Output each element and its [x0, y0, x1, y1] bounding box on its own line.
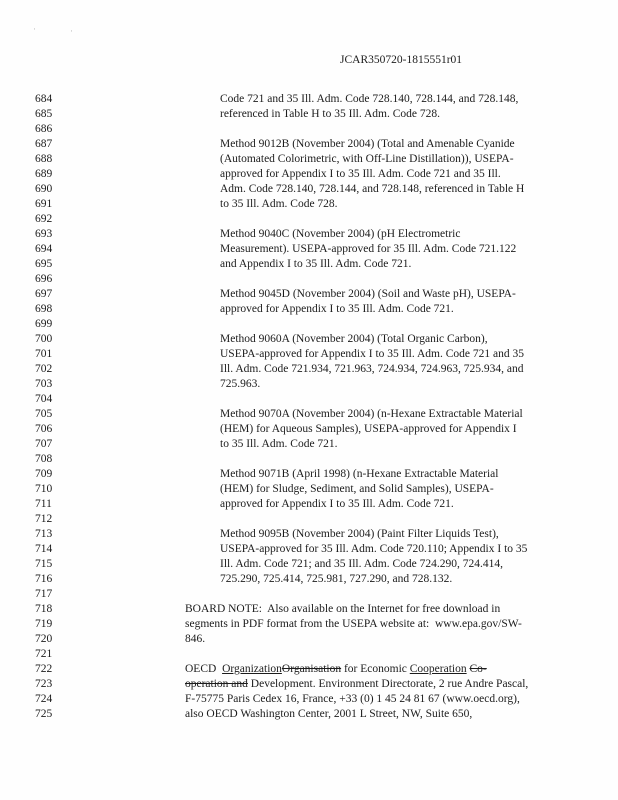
line-number: 715 — [35, 558, 53, 570]
line-row — [0, 497, 618, 512]
text-segment: Co- — [469, 663, 487, 675]
line-text — [220, 347, 524, 362]
text-segment: Cooperation — [409, 663, 467, 675]
text-segment: USEPA-approved for Appendix I to 35 Ill. Adm. Code 721 and 35 — [220, 348, 524, 360]
line-text — [220, 557, 503, 572]
line-text — [220, 257, 411, 272]
line-row — [0, 317, 618, 332]
line-row — [0, 677, 618, 692]
line-row — [0, 197, 618, 212]
line-row — [0, 287, 618, 302]
line-row — [0, 512, 618, 527]
line-text — [220, 302, 454, 317]
text-segment: referenced in Table H to 35 Ill. Adm. Code 728. — [220, 108, 440, 120]
line-number: 713 — [35, 528, 53, 540]
line-row — [0, 257, 618, 272]
line-row — [0, 137, 618, 152]
line-number: 699 — [35, 318, 53, 330]
line-number: 725 — [35, 708, 53, 720]
line-row — [0, 632, 618, 647]
line-row — [0, 332, 618, 347]
line-row — [0, 347, 618, 362]
text-segment: Method 9045D (November 2004) (Soil and Waste pH), USEPA- — [220, 288, 516, 300]
text-segment: 725.290, 725.414, 725.981, 727.290, and 728.132. — [220, 573, 453, 585]
text-segment: segments in PDF format from the USEPA website at: www.epa.gov/SW- — [185, 618, 522, 630]
line-number: 707 — [35, 438, 53, 450]
line-number: 689 — [35, 168, 53, 180]
text-segment: BOARD NOTE: Also available on the Internet for free download in — [185, 603, 501, 615]
line-number: 717 — [35, 588, 53, 600]
line-number: 711 — [35, 498, 52, 510]
line-number: 691 — [35, 198, 53, 210]
line-number: 710 — [35, 483, 53, 495]
line-text — [220, 287, 516, 302]
line-row — [0, 662, 618, 677]
line-text — [220, 152, 514, 167]
document-id-header: JCAR350720-1815551r01 — [340, 54, 463, 66]
line-text — [220, 332, 488, 347]
text-segment: Ill. Adm. Code 721; and 35 Ill. Adm. Code 724.290, 724.414, — [220, 558, 504, 570]
line-row — [0, 302, 618, 317]
text-segment: Method 9071B (April 1998) (n-Hexane Extractable Material — [220, 468, 499, 480]
line-text — [220, 467, 498, 482]
line-row — [0, 407, 618, 422]
text-segment: Organization — [222, 663, 282, 675]
text-segment: Method 9060A (November 2004) (Total Organic Carbon), — [220, 333, 488, 345]
line-number: 724 — [35, 693, 53, 705]
line-row — [0, 437, 618, 452]
line-row — [0, 272, 618, 287]
line-number: 694 — [35, 243, 53, 255]
line-number: 705 — [35, 408, 53, 420]
line-text — [220, 197, 338, 212]
line-text — [220, 497, 454, 512]
text-segment: Measurement). USEPA-approved for 35 Ill. Adm. Code 721.122 — [220, 243, 517, 255]
text-segment: and Appendix I to 35 Ill. Adm. Code 721. — [220, 258, 412, 270]
line-number: 688 — [35, 153, 53, 165]
line-row — [0, 557, 618, 572]
line-text — [220, 377, 260, 392]
line-row — [0, 692, 618, 707]
line-text — [185, 662, 487, 677]
line-number: 690 — [35, 183, 53, 195]
line-number: 684 — [35, 93, 53, 105]
text-segment: for Economic — [341, 663, 410, 675]
line-number: 712 — [35, 513, 53, 525]
text-segment: (Automated Colorimetric, with Off-Line Distillation)), USEPA- — [220, 153, 514, 165]
line-text — [220, 482, 494, 497]
text-segment: approved for Appendix I to 35 Ill. Adm. Code 721. — [220, 303, 454, 315]
line-text — [185, 617, 522, 632]
line-text — [220, 227, 460, 242]
line-number: 704 — [35, 393, 53, 405]
line-row — [0, 482, 618, 497]
text-segment: OECD — [185, 663, 223, 675]
line-number: 692 — [35, 213, 53, 225]
line-text — [185, 692, 520, 707]
text-segment: 725.963. — [220, 378, 261, 390]
line-text — [220, 527, 499, 542]
scan-artifact: · — [33, 24, 37, 34]
line-number: 719 — [35, 618, 53, 630]
line-number: 685 — [35, 108, 53, 120]
text-segment: Organisation — [281, 663, 342, 675]
scan-artifact: · — [70, 26, 74, 36]
line-number: 696 — [35, 273, 53, 285]
line-row — [0, 452, 618, 467]
line-number: 693 — [35, 228, 53, 240]
text-segment: also OECD Washington Center, 2001 L Street, NW, Suite 650, — [185, 708, 473, 720]
line-number: 722 — [35, 663, 53, 675]
text-segment: Method 9012B (November 2004) (Total and Amenable Cyanide — [220, 138, 515, 150]
line-text — [185, 632, 205, 647]
line-text — [185, 677, 528, 692]
line-row — [0, 617, 618, 632]
text-segment: Method 9040C (November 2004) (pH Electrometric — [220, 228, 461, 240]
line-text — [220, 137, 515, 152]
line-row — [0, 122, 618, 137]
line-row — [0, 107, 618, 122]
line-text — [220, 572, 452, 587]
line-row — [0, 527, 618, 542]
line-row — [0, 542, 618, 557]
text-segment: Method 9095B (November 2004) (Paint Filter Liquids Test), — [220, 528, 499, 540]
line-row — [0, 92, 618, 107]
text-segment: Adm. Code 728.140, 728.144, and 728.148, referenced in Table H — [220, 183, 525, 195]
line-number: 700 — [35, 333, 53, 345]
line-text — [185, 707, 472, 722]
line-text — [220, 242, 516, 257]
line-row — [0, 647, 618, 662]
document-lines — [0, 92, 618, 722]
line-row — [0, 167, 618, 182]
line-text — [220, 167, 501, 182]
line-number: 698 — [35, 303, 53, 315]
line-row — [0, 392, 618, 407]
line-number: 709 — [35, 468, 53, 480]
text-segment: 846. — [185, 633, 206, 645]
text-segment: to 35 Ill. Adm. Code 721. — [220, 438, 338, 450]
line-row — [0, 152, 618, 167]
line-row — [0, 242, 618, 257]
line-number: 702 — [35, 363, 53, 375]
line-number: 687 — [35, 138, 53, 150]
line-number: 703 — [35, 378, 53, 390]
text-segment: F-75775 Paris Cedex 16, France, +33 (0) 1 45 24 81 67 (www.oecd.org), — [185, 693, 520, 705]
line-row — [0, 707, 618, 722]
text-segment: Method 9070A (November 2004) (n-Hexane Extractable Material — [220, 408, 523, 420]
text-segment: approved for Appendix I to 35 Ill. Adm. Code 721. — [220, 498, 454, 510]
line-text — [220, 407, 523, 422]
line-number: 718 — [35, 603, 53, 615]
text-segment: (HEM) for Aqueous Samples), USEPA-approved for Appendix I — [220, 423, 517, 435]
line-number: 701 — [35, 348, 53, 360]
line-text — [220, 107, 440, 122]
line-row — [0, 212, 618, 227]
line-number: 708 — [35, 453, 53, 465]
line-text — [185, 602, 500, 617]
line-text — [220, 182, 524, 197]
line-row — [0, 362, 618, 377]
text-segment: approved for Appendix I to 35 Ill. Adm. Code 721 and 35 Ill. — [220, 168, 501, 180]
line-number: 706 — [35, 423, 53, 435]
line-number: 723 — [35, 678, 53, 690]
line-row — [0, 182, 618, 197]
line-row — [0, 587, 618, 602]
line-text — [220, 542, 527, 557]
line-text — [220, 437, 338, 452]
line-row — [0, 602, 618, 617]
text-segment: Development. Environment Directorate, 2 rue Andre Pascal, — [247, 678, 529, 690]
line-number: 686 — [35, 123, 53, 135]
line-row — [0, 377, 618, 392]
text-segment: Ill. Adm. Code 721.934, 721.963, 724.934, 724.963, 725.934, and — [220, 363, 524, 375]
line-number: 721 — [35, 648, 53, 660]
text-segment: USEPA-approved for 35 Ill. Adm. Code 720.110; Appendix I to 35 — [220, 543, 528, 555]
line-row — [0, 422, 618, 437]
line-text — [220, 92, 518, 107]
text-segment: Code 721 and 35 Ill. Adm. Code 728.140, 728.144, and 728.148, — [220, 93, 519, 105]
line-row — [0, 227, 618, 242]
line-text — [220, 362, 523, 377]
line-row — [0, 467, 618, 482]
line-number: 716 — [35, 573, 53, 585]
line-number: 720 — [35, 633, 53, 645]
text-segment: (HEM) for Sludge, Sediment, and Solid Samples), USEPA- — [220, 483, 494, 495]
line-text — [220, 422, 517, 437]
line-number: 714 — [35, 543, 53, 555]
line-number: 695 — [35, 258, 53, 270]
line-number: 697 — [35, 288, 53, 300]
text-segment: to 35 Ill. Adm. Code 728. — [220, 198, 338, 210]
line-row — [0, 572, 618, 587]
text-segment: operation and — [185, 678, 248, 690]
